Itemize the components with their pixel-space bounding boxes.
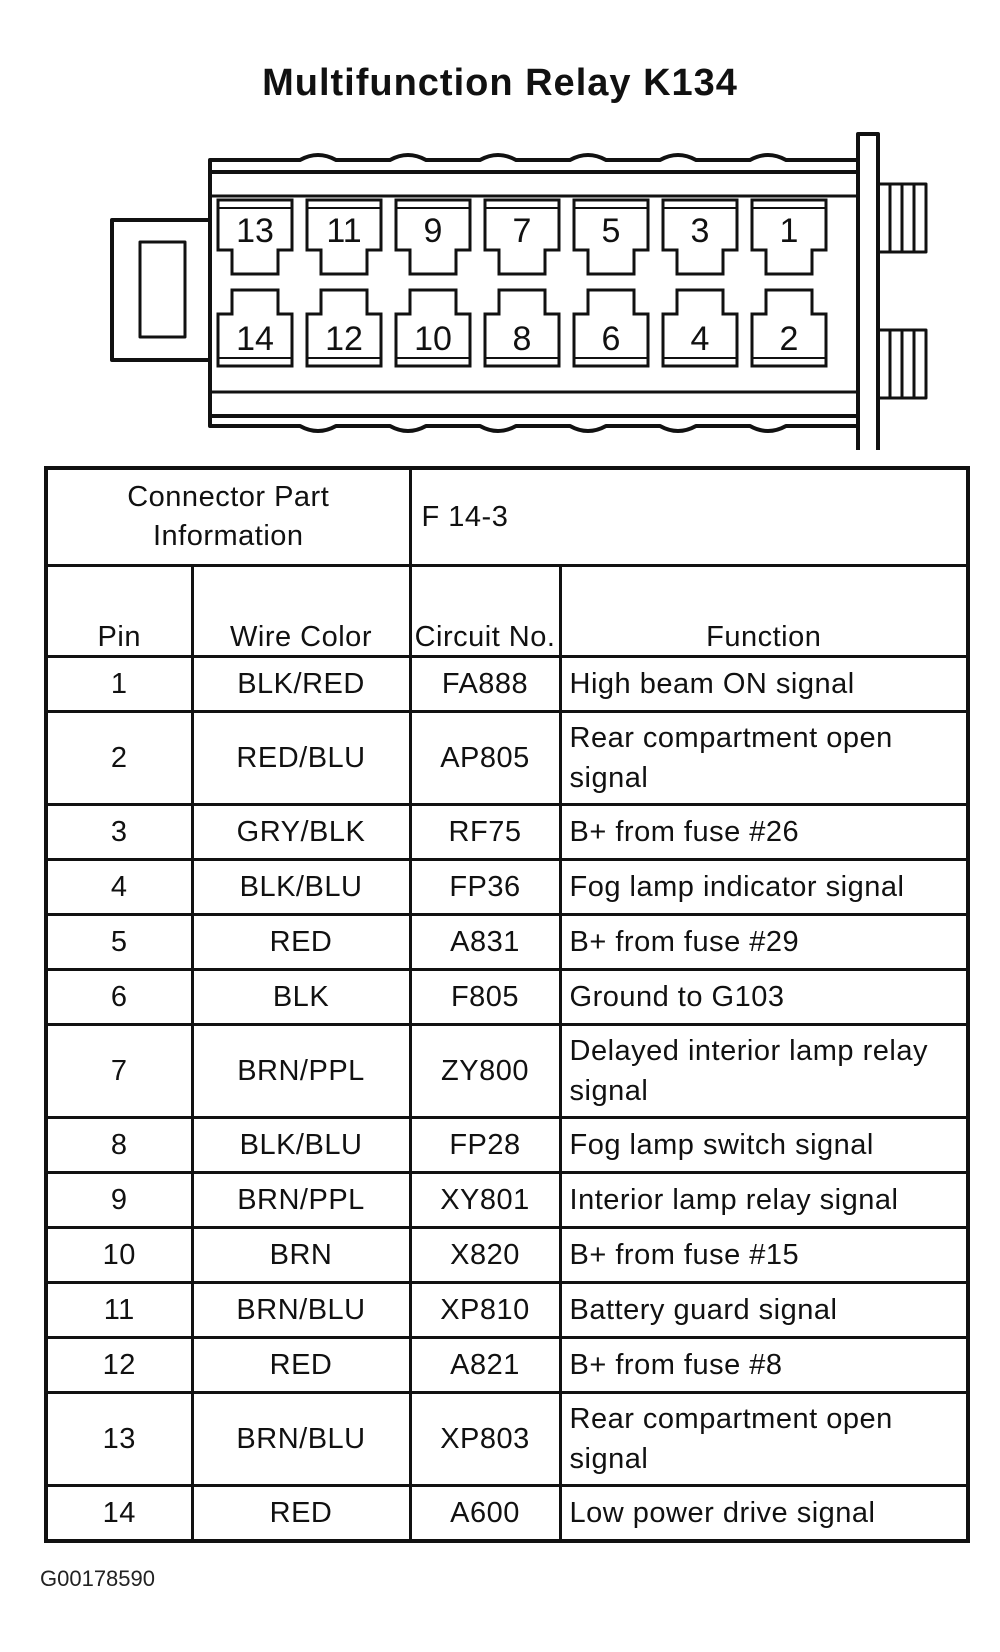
table-row (46, 1486, 968, 1542)
wire-color-cell: BLK/BLU (192, 860, 410, 915)
circuit-cell: XP810 (410, 1283, 560, 1338)
wire-color-cell: RED (192, 1338, 410, 1393)
pin-cavity (396, 200, 470, 274)
function-cell: Delayed interior lamp relay signal (560, 1025, 968, 1118)
pin-cell: 12 (46, 1338, 192, 1393)
circuit-cell: A831 (410, 915, 560, 970)
col-header-function: Function (560, 566, 968, 657)
right-flange (858, 134, 878, 450)
pin-cavity (574, 290, 648, 366)
pin-number-label: 14 (236, 320, 274, 358)
table-row (46, 970, 968, 1025)
pin-cavity (307, 290, 381, 366)
pin-cell: 8 (46, 1118, 192, 1173)
pin-cell: 4 (46, 860, 192, 915)
wire-color-cell: BLK (192, 970, 410, 1025)
function-cell: B+ from fuse #15 (560, 1228, 968, 1283)
col-header-circuit-no: Circuit No. (410, 566, 560, 657)
pin-table (44, 466, 970, 1543)
wire-color-cell: RED (192, 1486, 410, 1542)
table-row (46, 860, 968, 915)
pin-number-label: 1 (779, 212, 799, 250)
wire-color-cell: BRN/BLU (192, 1283, 410, 1338)
connector-face-diagram (0, 0, 1000, 450)
pin-number-label: 3 (690, 212, 710, 250)
pin-number-label: 8 (512, 320, 532, 358)
connector-info-row (46, 468, 968, 566)
wire-color-cell: RED/BLU (192, 712, 410, 805)
circuit-cell: FP36 (410, 860, 560, 915)
pin-number-label: 7 (512, 212, 532, 250)
pin-number-label: 4 (690, 320, 710, 358)
figure-code: G00178590 (40, 1566, 155, 1591)
pin-cavity (752, 290, 826, 366)
function-cell: Ground to G103 (560, 970, 968, 1025)
housing-bottom-edge (210, 416, 858, 431)
pin-cavity (485, 290, 559, 366)
table-row (46, 1338, 968, 1393)
table-row (46, 1118, 968, 1173)
pin-cell: 7 (46, 1025, 192, 1118)
circuit-cell: FP28 (410, 1118, 560, 1173)
pin-cell: 13 (46, 1393, 192, 1486)
pin-cavity (485, 200, 559, 274)
function-cell: Interior lamp relay signal (560, 1173, 968, 1228)
pin-number-label: 9 (423, 212, 443, 250)
diagram-title: Multifunction Relay K134 (262, 62, 738, 104)
pin-cavity (752, 200, 826, 274)
connector-info-value: F 14-3 (410, 468, 968, 566)
wire-color-cell: BRN/PPL (192, 1173, 410, 1228)
pin-cavity (307, 200, 381, 274)
table-row (46, 1173, 968, 1228)
function-cell: High beam ON signal (560, 657, 968, 712)
table-row (46, 1228, 968, 1283)
circuit-cell: FA888 (410, 657, 560, 712)
wire-color-cell: BRN (192, 1228, 410, 1283)
table-row (46, 915, 968, 970)
wire-color-cell: RED (192, 915, 410, 970)
circuit-cell: XP803 (410, 1393, 560, 1486)
latch-window (140, 242, 185, 337)
pin-number-label: 5 (601, 212, 621, 250)
pin-cell: 6 (46, 970, 192, 1025)
circuit-cell: A821 (410, 1338, 560, 1393)
pin-cell: 10 (46, 1228, 192, 1283)
table-row (46, 657, 968, 712)
pin-cavity (574, 200, 648, 274)
connector-info-label: Connector Part Information (46, 468, 410, 566)
function-cell: Battery guard signal (560, 1283, 968, 1338)
pin-cell: 3 (46, 805, 192, 860)
pin-number-label: 2 (779, 320, 799, 358)
function-cell: Rear compartment open signal (560, 712, 968, 805)
circuit-cell: A600 (410, 1486, 560, 1542)
pin-cell: 14 (46, 1486, 192, 1542)
pin-cell: 1 (46, 657, 192, 712)
table-row (46, 712, 968, 805)
wire-color-cell: BRN/PPL (192, 1025, 410, 1118)
pin-number-label: 6 (601, 320, 621, 358)
pin-cavity (218, 200, 292, 274)
pin-cavity (218, 290, 292, 366)
pin-cavity (663, 200, 737, 274)
table-row (46, 1283, 968, 1338)
pin-cell: 9 (46, 1173, 192, 1228)
circuit-cell: F805 (410, 970, 560, 1025)
table-row (46, 1025, 968, 1118)
circuit-cell: ZY800 (410, 1025, 560, 1118)
circuit-cell: AP805 (410, 712, 560, 805)
function-cell: Low power drive signal (560, 1486, 968, 1542)
function-cell: Fog lamp indicator signal (560, 860, 968, 915)
table-row (46, 1393, 968, 1486)
function-cell: Rear compartment open signal (560, 1393, 968, 1486)
function-cell: B+ from fuse #26 (560, 805, 968, 860)
pin-number-label: 11 (326, 212, 362, 250)
function-cell: B+ from fuse #29 (560, 915, 968, 970)
wire-color-cell: BLK/BLU (192, 1118, 410, 1173)
col-header-pin: Pin (46, 566, 192, 657)
column-header-row (46, 566, 968, 657)
pin-number-label: 13 (236, 212, 274, 250)
col-header-wire-color: Wire Color (192, 566, 410, 657)
pin-number-label: 12 (325, 320, 363, 358)
circuit-cell: X820 (410, 1228, 560, 1283)
function-cell: Fog lamp switch signal (560, 1118, 968, 1173)
pin-number-label: 10 (414, 320, 452, 358)
pin-cavity (663, 290, 737, 366)
pin-cavity (396, 290, 470, 366)
table-row (46, 805, 968, 860)
housing-top-edge (210, 155, 858, 172)
right-ribs (878, 184, 926, 398)
circuit-cell: RF75 (410, 805, 560, 860)
pin-cavities (218, 200, 826, 366)
wire-color-cell: GRY/BLK (192, 805, 410, 860)
wire-color-cell: BRN/BLU (192, 1393, 410, 1486)
circuit-cell: XY801 (410, 1173, 560, 1228)
function-cell: B+ from fuse #8 (560, 1338, 968, 1393)
wire-color-cell: BLK/RED (192, 657, 410, 712)
pin-cell: 2 (46, 712, 192, 805)
pin-cell: 5 (46, 915, 192, 970)
pin-cell: 11 (46, 1283, 192, 1338)
